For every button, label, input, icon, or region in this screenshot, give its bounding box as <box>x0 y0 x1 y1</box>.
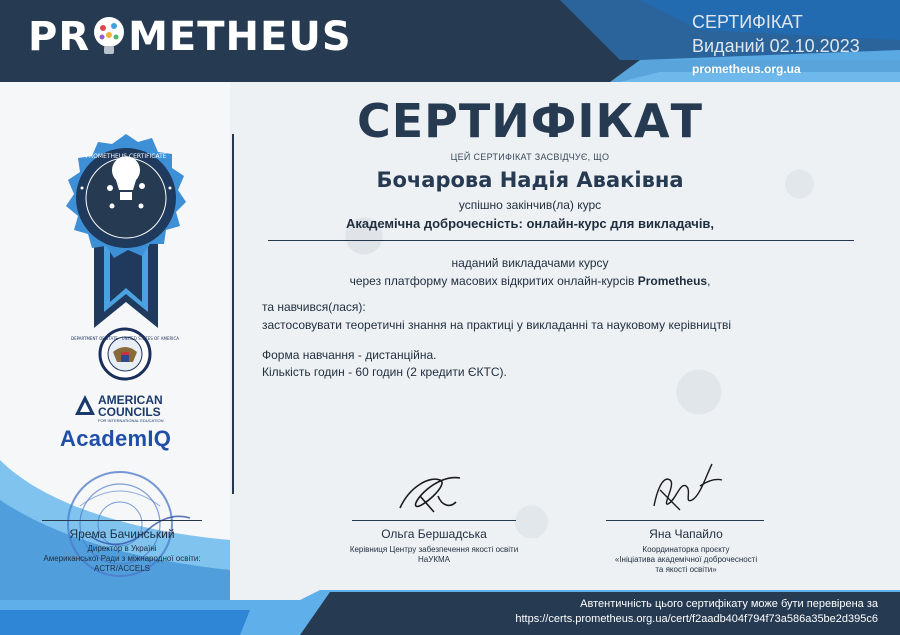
recipient-name: Бочарова Надія Аваківна <box>376 168 684 192</box>
hours-count: Кількість годин - 60 годин (2 кредити ЄКТС). <box>262 365 507 379</box>
signature-line-3 <box>606 520 764 521</box>
prometheus-certificate-badge <box>60 132 192 332</box>
provided-text: наданий викладачами курсу <box>451 256 609 270</box>
verify-text: Автентичність цього сертифікату може бути перевірена за <box>580 598 878 610</box>
prometheus-logo: PR METHEUS <box>28 14 352 60</box>
signature-line-1 <box>42 520 202 521</box>
signer-2-name: Ольга Бершадська <box>381 527 487 541</box>
signer-3-role: Координаторка проєкту «Ініціатива академічної доброчесності та якості освіти» <box>614 545 758 574</box>
confirms-text: ЦЕЙ СЕРТИФІКАТ ЗАСВІДЧУЄ, ЩО <box>450 152 610 162</box>
seal-text: DEPARTMENT OF STATE · UNITED STATES OF AMERICA <box>71 336 179 341</box>
signer-1-name: Ярема Бачинський <box>69 527 175 541</box>
badge-ring-text: PROMETHEUS CERTIFICATE <box>85 153 167 160</box>
signature-line-2 <box>352 520 516 521</box>
academiq-logo: AcademIQ <box>60 426 172 451</box>
american-councils-logo-mark <box>74 394 96 416</box>
platform-text: через платформу масових відкритих онлайн-курсів Prometheus, <box>349 274 711 288</box>
platform-name: Prometheus <box>637 274 708 288</box>
department-of-state-seal <box>71 328 179 380</box>
lightbulb-icon <box>92 16 126 56</box>
certificate-title: СЕРТИФІКАТ <box>356 94 704 148</box>
course-name: Академічна доброчесність: онлайн-курс для викладачів, <box>345 216 715 231</box>
signature-2-image <box>390 466 480 516</box>
skill-text: застосовувати теоретичні знання на практиці у викладанні та науковому керівництві <box>262 318 732 332</box>
signer-3-name: Яна Чапайло <box>649 527 723 541</box>
signer-2-role: Керівниця Центру забезпечення якості освіти НаУКМА <box>349 545 519 564</box>
learned-text: та навчився(лася): <box>262 300 366 314</box>
horizontal-divider <box>268 240 854 241</box>
american-councils-logo: AMERICAN COUNCILS FOR INTERNATIONAL EDUCATION <box>98 393 164 423</box>
signer-1-role: Директор в Україні Американської Ради з міжнародної освіти: ACTR/ACCELS <box>43 544 201 573</box>
completed-text: успішно закінчив(ла) курс <box>458 198 602 212</box>
header-certificate-word: СЕРТИФІКАТ <box>692 12 803 32</box>
verify-url-link[interactable]: https://certs.prometheus.org.ua/cert/f2aadb404f794f73a586a35be2d395c6 <box>515 613 878 625</box>
issued-date: Виданий 02.10.2023 <box>692 36 860 56</box>
signature-3-image <box>640 456 730 516</box>
site-link[interactable]: prometheus.org.ua <box>692 62 801 76</box>
form-of-study: Форма навчання - дистанційна. <box>262 348 437 362</box>
